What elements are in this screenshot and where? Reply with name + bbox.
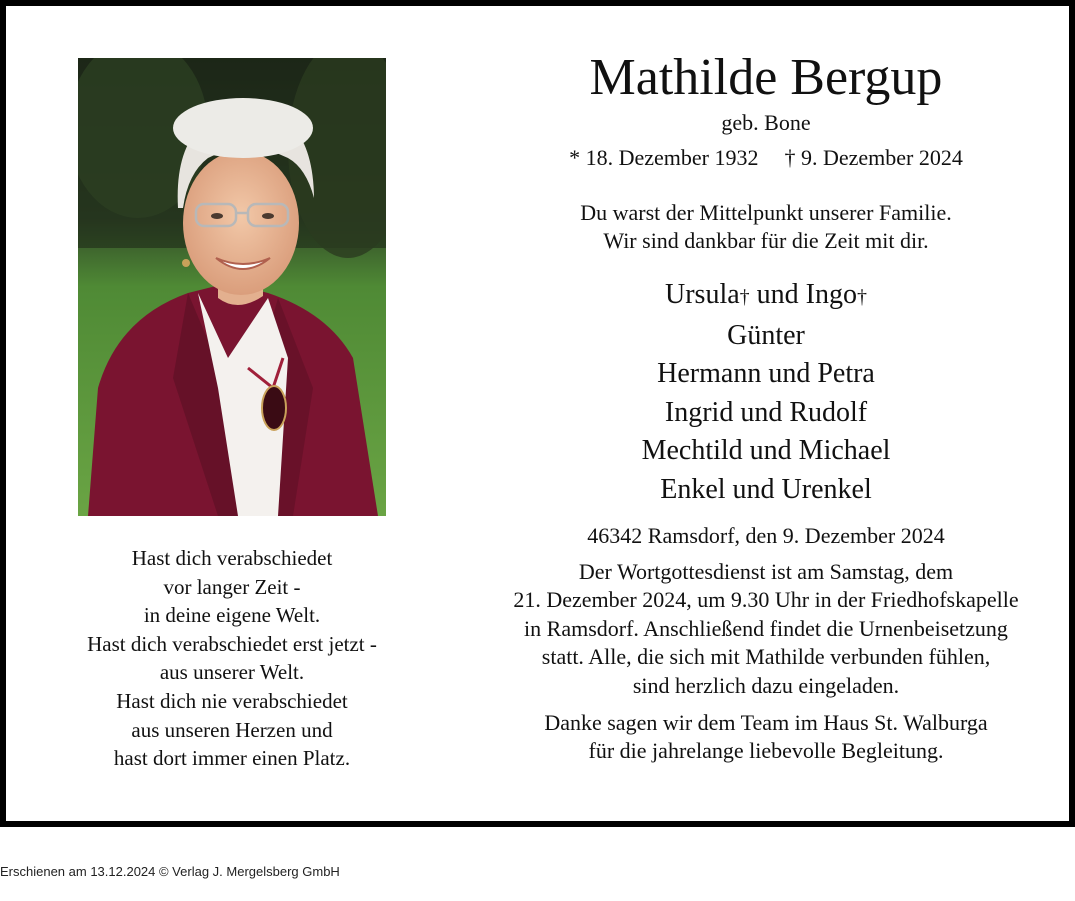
family-line bbox=[446, 276, 1075, 317]
service-line: sind herzlich dazu eingeladen. bbox=[632, 672, 900, 698]
place-and-date: 46342 Ramsdorf, den 9. Dezember 2024 bbox=[587, 522, 945, 548]
dagger-icon: † bbox=[856, 286, 867, 308]
poem-line: vor langer Zeit - bbox=[163, 574, 301, 599]
deceased-name: Mathilde Bergup bbox=[589, 49, 943, 106]
family-line: Mechtild und Michael bbox=[641, 435, 891, 467]
family-line: Ingrid und Rudolf bbox=[664, 396, 868, 428]
quote-line: Du warst der Mittelpunkt unserer Familie. bbox=[580, 200, 952, 225]
family-line: Enkel und Urenkel bbox=[660, 473, 872, 505]
portrait-photo bbox=[78, 58, 386, 516]
poem-line: Hast dich verabschiedet erst jetzt - bbox=[87, 631, 377, 656]
life-dates bbox=[446, 144, 1075, 172]
death-date: † 9. Dezember 2024 bbox=[784, 145, 963, 170]
service-line: Der Wortgottesdienst ist am Samstag, dem bbox=[578, 558, 954, 584]
service-info bbox=[446, 558, 1075, 701]
memorial-poem bbox=[46, 544, 418, 773]
service-line: 21. Dezember 2024, um 9.30 Uhr in der Friedhofskapelle bbox=[513, 587, 1019, 613]
poem-line: in deine eigene Welt. bbox=[143, 603, 321, 628]
quote-line: Wir sind dankbar für die Zeit mit dir. bbox=[603, 228, 929, 253]
family-list bbox=[446, 276, 1075, 510]
publication-footer: Erschienen am 13.12.2024 © Verlag J. Mergelsberg GmbH bbox=[0, 864, 340, 879]
poem-line: aus unseren Herzen und bbox=[131, 717, 333, 742]
family-name: und Ingo bbox=[749, 279, 857, 310]
memorial-quote bbox=[446, 199, 1075, 255]
portrait-illustration bbox=[78, 58, 386, 516]
birth-date: * 18. Dezember 1932 bbox=[569, 145, 759, 170]
thanks-line: für die jahrelange liebevolle Begleitung. bbox=[588, 738, 944, 764]
obituary-text-column bbox=[446, 46, 1075, 765]
maiden-name: geb. Bone bbox=[721, 110, 811, 135]
service-line: in Ramsdorf. Anschließend findet die Urnenbeisetzung bbox=[524, 615, 1008, 641]
poem-line: aus unserer Welt. bbox=[159, 660, 305, 685]
family-line: Hermann und Petra bbox=[657, 358, 875, 390]
service-line: statt. Alle, die sich mit Mathilde verbunden fühlen, bbox=[541, 644, 991, 670]
family-name: Ursula bbox=[665, 279, 740, 310]
poem-line: hast dort immer einen Platz. bbox=[113, 746, 351, 771]
dagger-icon: † bbox=[739, 286, 750, 308]
poem-line: Hast dich nie verabschiedet bbox=[116, 688, 348, 713]
thanks-line: Danke sagen wir dem Team im Haus St. Walburga bbox=[544, 710, 988, 736]
thanks-note bbox=[446, 709, 1075, 765]
family-line: Günter bbox=[727, 319, 805, 351]
poem-line: Hast dich verabschiedet bbox=[131, 546, 333, 570]
